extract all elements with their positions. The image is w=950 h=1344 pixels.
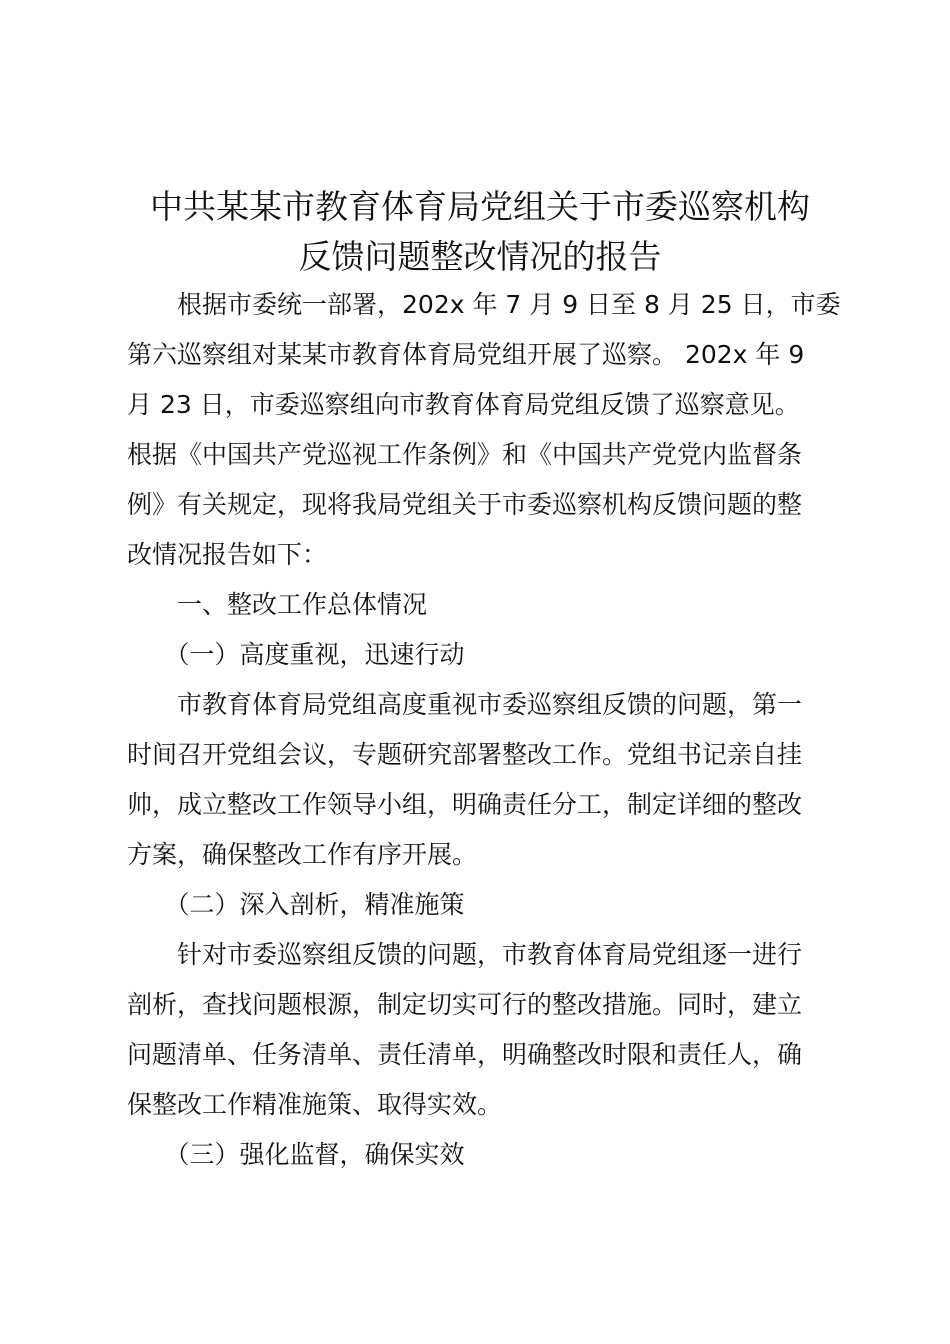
paragraph-line: 第六巡察组对某某市教育体育局党组开展了巡察。 202x 年 9: [127, 340, 805, 369]
paragraph-line: 市教育体育局党组高度重视市委巡察组反馈的问题，第一: [127, 690, 803, 719]
paragraph-line: 针对市委巡察组反馈的问题，市教育体育局党组逐一进行: [127, 940, 803, 969]
paragraph-line: 剖析，查找问题根源，制定切实可行的整改措施。同时，建立: [127, 990, 803, 1019]
subsection-heading: （二）深入剖析，精准施策: [127, 890, 465, 919]
paragraph-line: 改情况报告如下：: [127, 540, 328, 569]
paragraph-line: 问题清单、任务清单、责任清单，明确整改时限和责任人，确: [127, 1040, 803, 1069]
document-title-line-1: 中共某某市教育体育局党组关于市委巡察机构: [150, 187, 810, 226]
paragraph-line: 方案，确保整改工作有序开展。: [127, 840, 478, 869]
document-title-line-2: 反馈问题整改情况的报告: [298, 237, 662, 276]
paragraph-line: 例》有关规定，现将我局党组关于市委巡察机构反馈问题的整: [127, 490, 803, 519]
paragraph-line: 时间召开党组会议，专题研究部署整改工作。党组书记亲自挂: [127, 740, 803, 769]
paragraph-line: 根据市委统一部署，202x 年 7 月 9 日至 8 月 25 日，市委: [127, 290, 841, 319]
paragraph-line: 根据《中国共产党巡视工作条例》和《中国共产党党内监督条: [127, 440, 803, 469]
subsection-heading: （三）强化监督，确保实效: [127, 1140, 465, 1169]
paragraph-line: 保整改工作精准施策、取得实效。: [127, 1090, 503, 1119]
paragraph-line: 月 23 日，市委巡察组向市教育体育局党组反馈了巡察意见。: [127, 390, 800, 419]
subsection-heading: （一）高度重视，迅速行动: [127, 640, 465, 669]
paragraph-line: 帅，成立整改工作领导小组，明确责任分工，制定详细的整改: [127, 790, 803, 819]
section-heading: 一、整改工作总体情况: [127, 590, 428, 619]
